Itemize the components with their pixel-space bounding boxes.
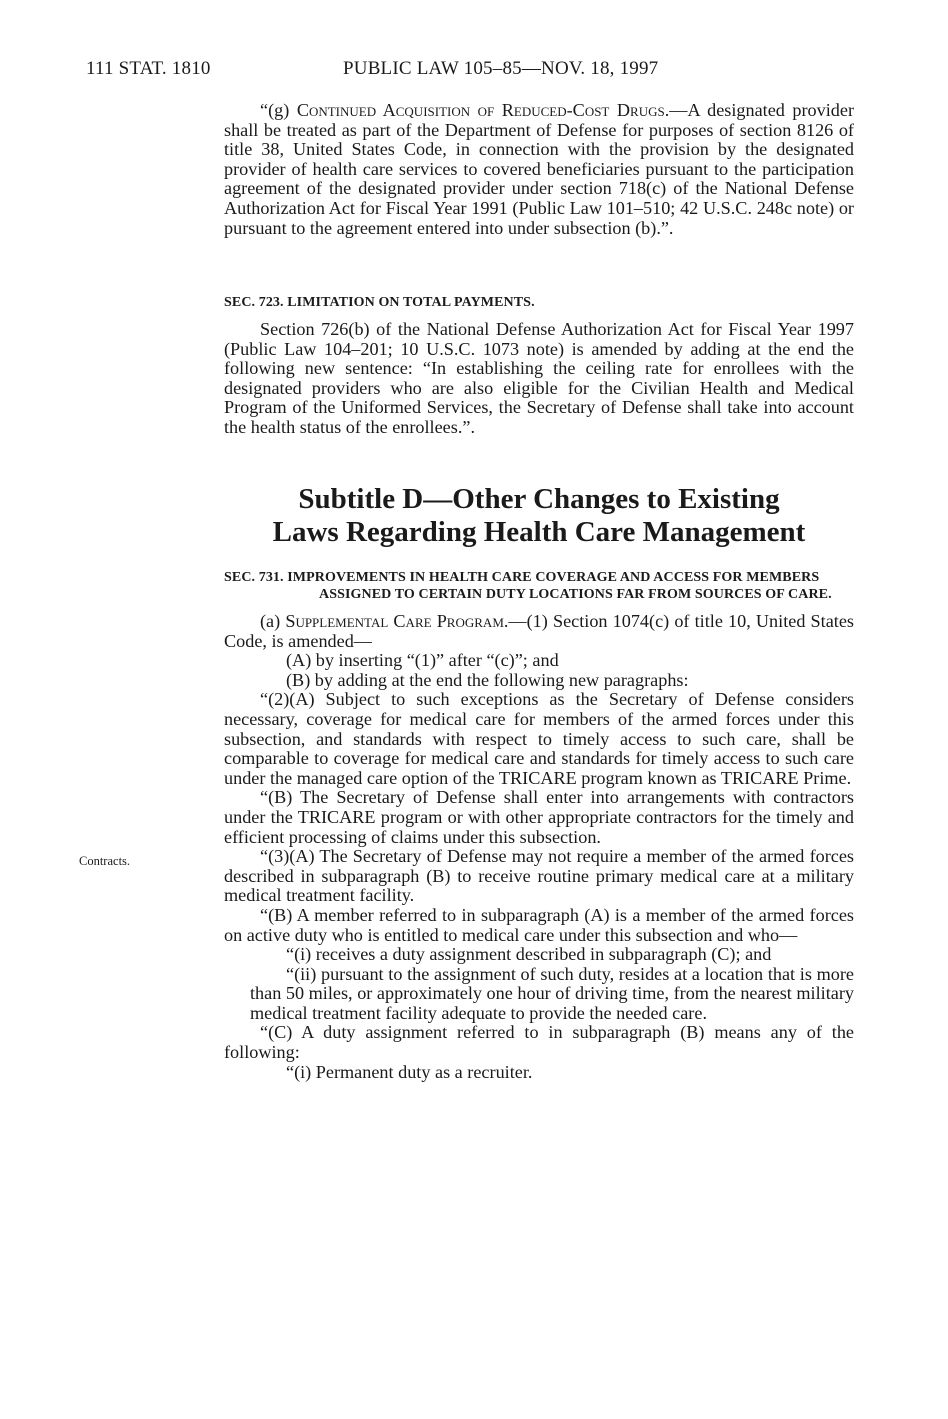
section-723 bbox=[224, 294, 854, 438]
clause-B: (B) by adding at the end the following new paragraphs: bbox=[286, 669, 689, 690]
margin-note-contracts: Contracts. bbox=[79, 854, 131, 868]
section-723-text: Section 726(b) of the National Defense Authorization Act for Fiscal Year 1997 (Public Law 104–201; 10 U.S.C. 1073 note) is amended by adding at the end the following new sentence: “In establishing the ceiling rate for enrollees with the designated providers who are also eligible for the Civilian Health and Medical Program of the Uniformed Services, the Secretary of Defense shall take into account the health status of the enrollees.”. bbox=[224, 319, 854, 437]
paragraph-3B-i: “(i) receives a duty assignment described in subparagraph (C); and bbox=[286, 944, 772, 965]
stat-citation: 111 STAT. 1810 bbox=[86, 58, 211, 79]
subtitle-line-2: Laws Regarding Health Care Management bbox=[272, 516, 806, 548]
subtitle-heading bbox=[224, 483, 854, 549]
paragraph-2B: “(B) The Secretary of Defense shall enter into arrangements with contractors under the TRICARE program or with other appropriate contractors for the timely and efficient processing of claims under this subsection. bbox=[224, 787, 854, 847]
section-723-heading: SEC. 723. LIMITATION ON TOTAL PAYMENTS. bbox=[224, 295, 535, 310]
paragraph-2A: “(2)(A) Subject to such exceptions as the Secretary of Defense considers necessary, coverage for medical care for members of the armed forces under this subsection, and standards with respect to timely access to such care, shall be comparable to coverage for medical care and standards for timely access to such care under the managed care option of the TRICARE program known as TRICARE Prime. bbox=[224, 689, 854, 788]
subsection-g-paragraph: “(g) Continued Acquisition of Reduced-Cost Drugs.—A designated provider shall be treated as part of the Department of Defense for purposes of section 8126 of title 38, United States Code, in connection with the provision by the designated provider of health care services to covered beneficiaries pursuant to the participation agreement of the designated provider under section 718(c) of the National Defense Authorization Act for Fiscal Year 1991 (Public Law 101–510; 42 U.S.C. 248c note) or pursuant to the agreement entered into under subsection (b).”. bbox=[224, 100, 855, 238]
paragraph-3B-ii: “(ii) pursuant to the assignment of such duty, resides at a location that is more than 50 miles, or approximately one hour of driving time, from the nearest military medical treatment facility adequate to provide the needed care. bbox=[250, 963, 854, 1023]
paragraph-3C-i: “(i) Permanent duty as a recruiter. bbox=[286, 1061, 533, 1082]
clause-A: (A) by inserting “(1)” after “(c)”; and bbox=[286, 650, 559, 671]
paragraph-3A: “(3)(A) The Secretary of Defense may not require a member of the armed forces described in subparagraph (B) to receive routine primary medical care at a military medical treatment facility. bbox=[224, 846, 854, 906]
paragraph-3B: “(B) A member referred to in subparagraph (A) is a member of the armed forces on active duty who is entitled to medical care under this subsection and who— bbox=[224, 904, 854, 945]
paragraph-3C: “(C) A duty assignment referred to in subparagraph (B) means any of the following: bbox=[224, 1022, 854, 1063]
public-law-citation: PUBLIC LAW 105–85—NOV. 18, 1997 bbox=[343, 58, 659, 79]
subsection-g bbox=[224, 101, 854, 238]
subsection-g-heading: Continued Acquisition of Reduced-Cost Drugs bbox=[296, 100, 665, 120]
section-731-heading: SEC. 731. IMPROVEMENTS IN HEALTH CARE COVERAGE AND ACCESS FOR MEMBERS ASSIGNED TO CERTAIN DUTY LOCATIONS FAR FROM SOURCES OF CARE. bbox=[224, 570, 832, 602]
subsection-a-paragraph: (a) Supplemental Care Program.—(1) Section 1074(c) of title 10, United States Code, is amended— bbox=[224, 611, 854, 651]
section-731 bbox=[224, 569, 854, 1082]
subsection-a-heading: Supplemental Care Program bbox=[285, 611, 504, 631]
subtitle-line-1: Subtitle D—Other Changes to Existing bbox=[298, 483, 780, 515]
